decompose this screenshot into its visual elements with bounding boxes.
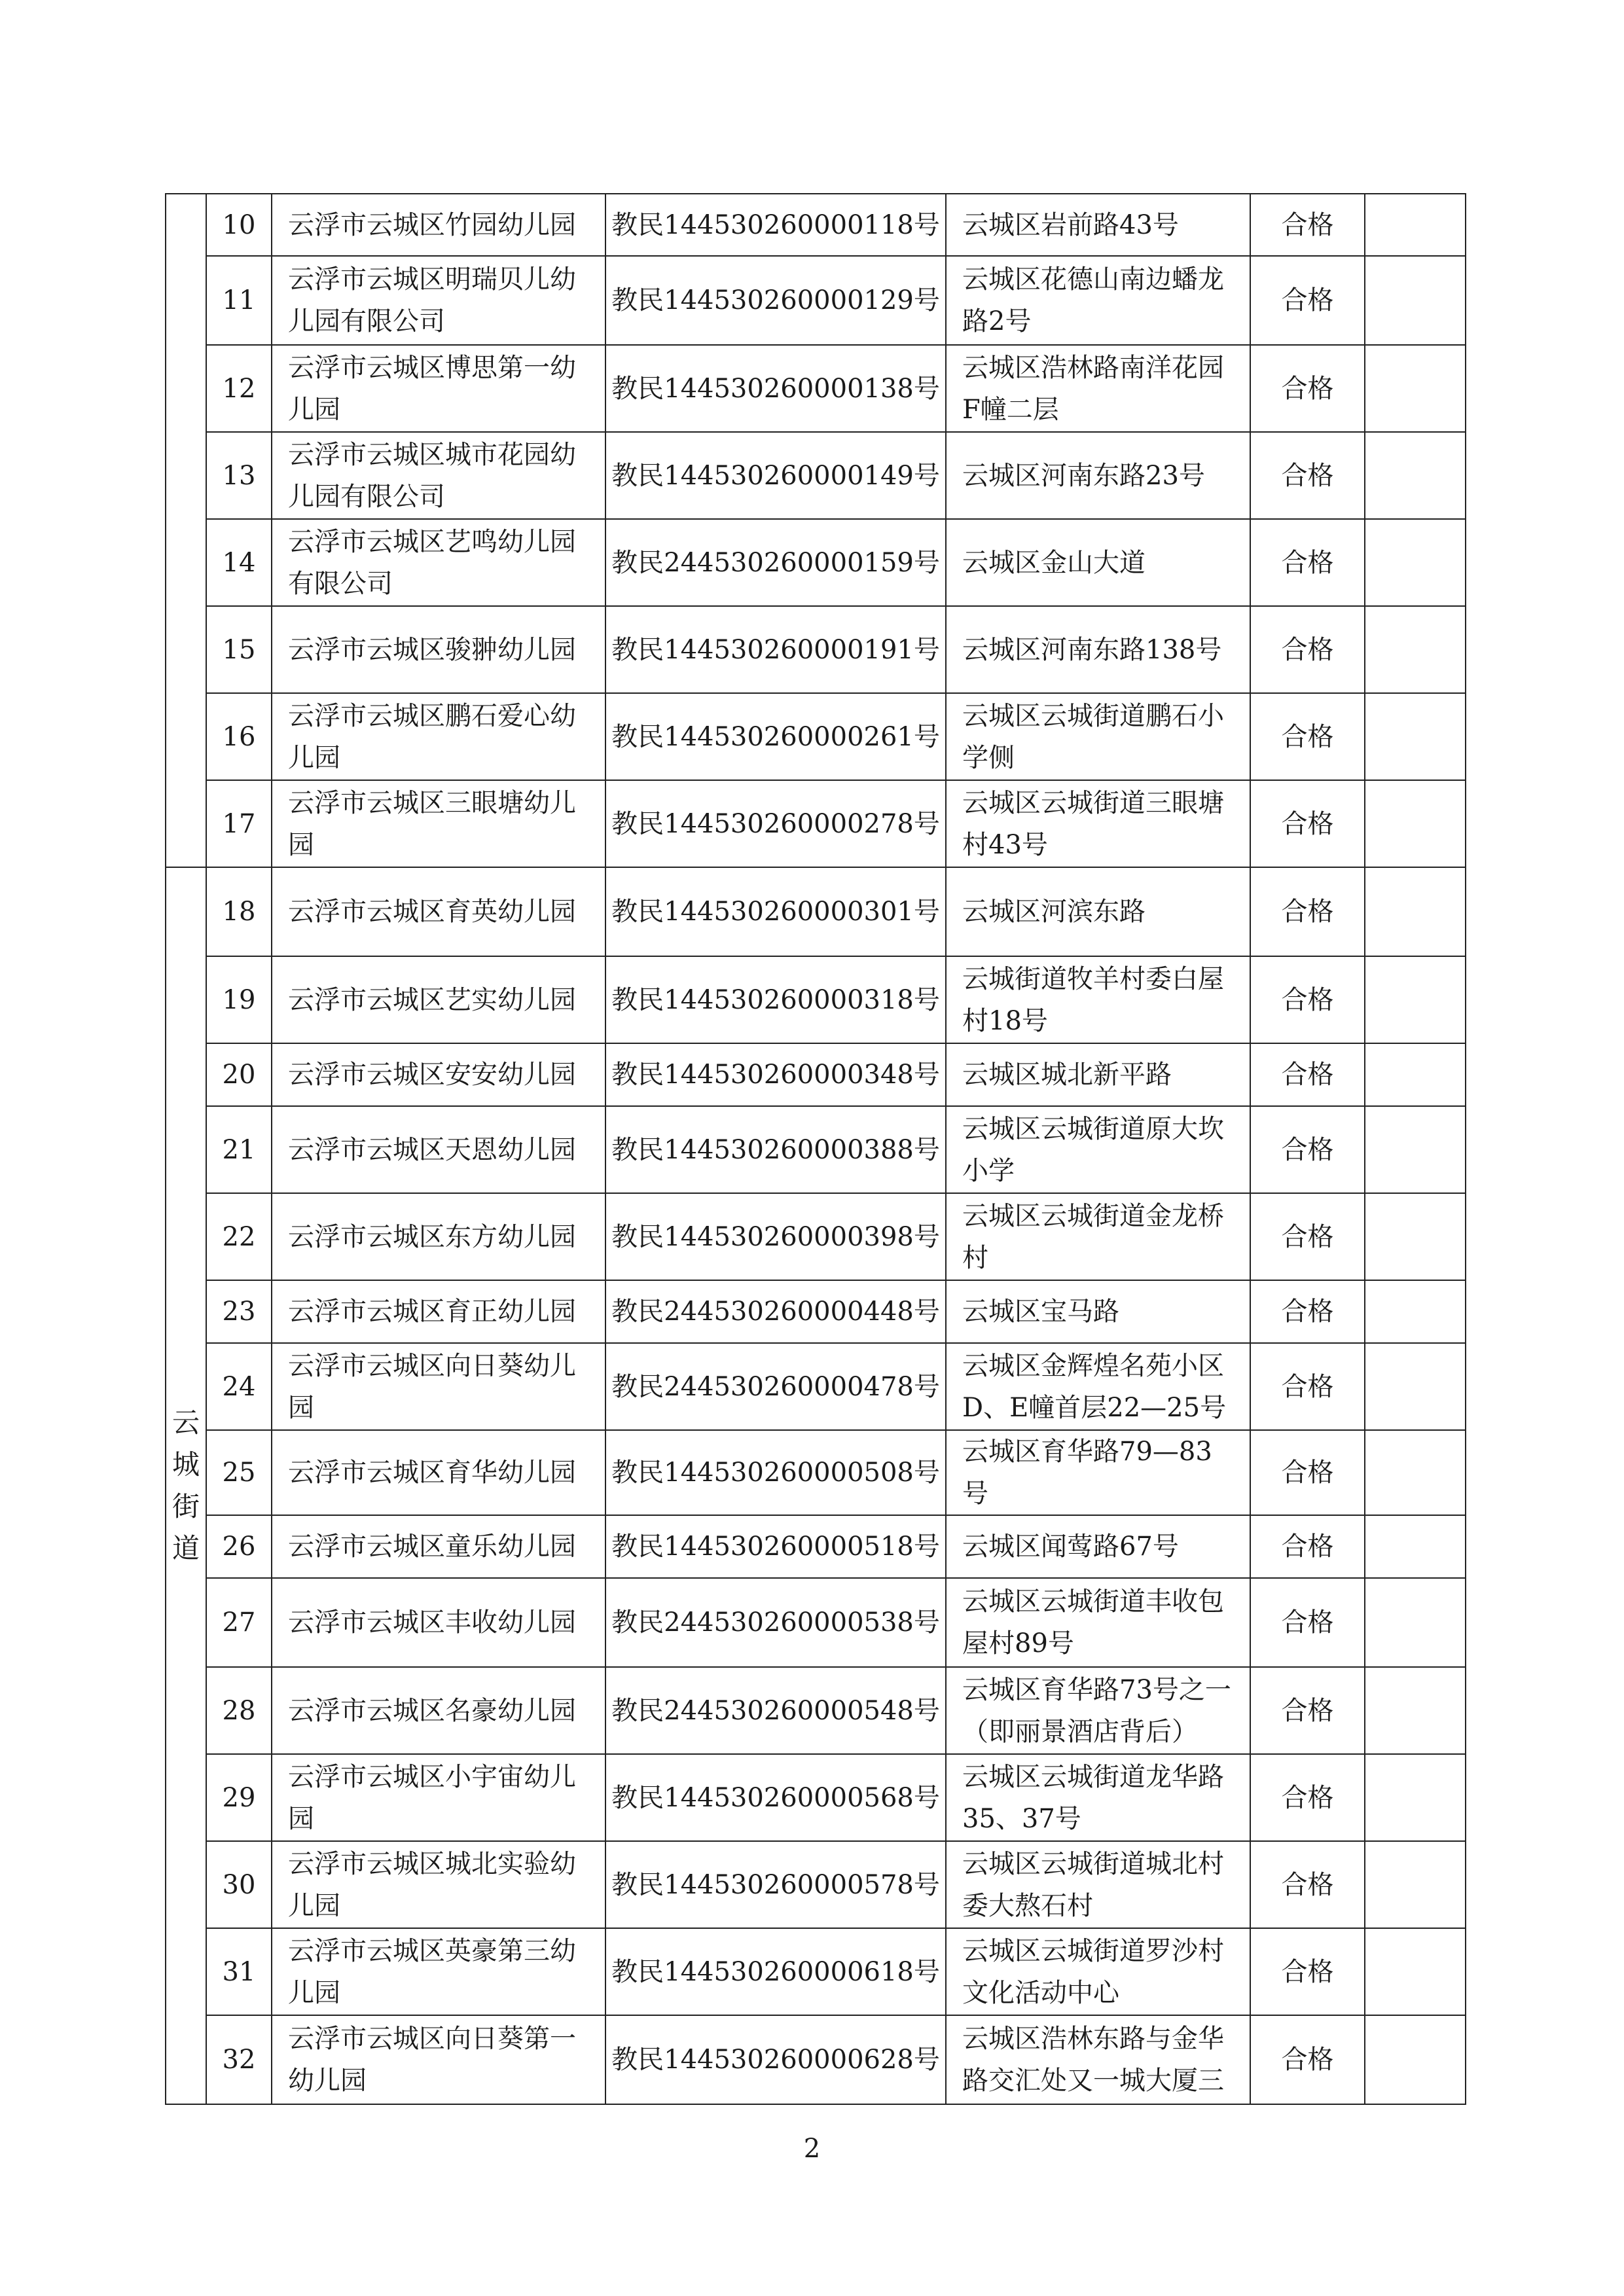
kindergarten-name-cell: 云浮市云城区向日葵第一幼儿园 — [272, 2015, 605, 2104]
inspection-result-cell: 合格 — [1250, 956, 1365, 1043]
license-number-cell: 教民144530260000508号 — [605, 1430, 946, 1515]
inspection-result-cell: 合格 — [1250, 1193, 1365, 1280]
inspection-result-cell: 合格 — [1250, 519, 1365, 606]
kindergarten-name-cell: 云浮市云城区三眼塘幼儿园 — [272, 780, 605, 867]
kindergarten-name-cell: 云浮市云城区明瑞贝儿幼儿园有限公司 — [272, 256, 605, 345]
inspection-result-cell: 合格 — [1250, 345, 1365, 432]
row-number-cell: 23 — [206, 1280, 272, 1343]
kindergarten-name-cell: 云浮市云城区童乐幼儿园 — [272, 1515, 605, 1578]
address-cell: 云城区宝马路 — [946, 1280, 1250, 1343]
license-number-cell: 教民144530260000578号 — [605, 1841, 946, 1928]
remarks-cell — [1365, 1430, 1466, 1515]
row-number-cell: 25 — [206, 1430, 272, 1515]
table-row — [166, 1193, 1466, 1280]
remarks-cell — [1365, 1043, 1466, 1106]
table-row — [166, 867, 1466, 956]
remarks-cell — [1365, 1280, 1466, 1343]
row-number-cell: 17 — [206, 780, 272, 867]
license-number-cell: 教民144530260000618号 — [605, 1928, 946, 2015]
license-number-cell: 教民244530260000448号 — [605, 1280, 946, 1343]
license-number-cell: 教民144530260000348号 — [605, 1043, 946, 1106]
inspection-result-cell: 合格 — [1250, 1578, 1365, 1667]
license-number-cell: 教民244530260000538号 — [605, 1578, 946, 1667]
license-number-cell: 教民244530260000159号 — [605, 519, 946, 606]
license-number-cell: 教民144530260000261号 — [605, 693, 946, 780]
remarks-cell — [1365, 1928, 1466, 2015]
address-cell: 云城区云城街道城北村委大熬石村 — [946, 1841, 1250, 1928]
table-row — [166, 1578, 1466, 1667]
remarks-cell — [1365, 1106, 1466, 1193]
remarks-cell — [1365, 432, 1466, 519]
row-number-cell: 32 — [206, 2015, 272, 2104]
table-row — [166, 519, 1466, 606]
remarks-cell — [1365, 1578, 1466, 1667]
license-number-cell: 教民144530260000138号 — [605, 345, 946, 432]
row-number-cell: 22 — [206, 1193, 272, 1280]
license-number-cell: 教民144530260000518号 — [605, 1515, 946, 1578]
district-group-cell — [166, 194, 206, 867]
row-number-cell: 29 — [206, 1754, 272, 1841]
row-number-cell: 31 — [206, 1928, 272, 2015]
remarks-cell — [1365, 256, 1466, 345]
remarks-cell — [1365, 693, 1466, 780]
remarks-cell — [1365, 1841, 1466, 1928]
row-number-cell: 21 — [206, 1106, 272, 1193]
remarks-cell — [1365, 2015, 1466, 2104]
address-cell: 云城区金辉煌名苑小区D、E幢首层22—25号 — [946, 1343, 1250, 1430]
address-cell: 云城区云城街道三眼塘村43号 — [946, 780, 1250, 867]
table-row — [166, 1280, 1466, 1343]
row-number-cell: 14 — [206, 519, 272, 606]
inspection-result-cell: 合格 — [1250, 867, 1365, 956]
address-cell: 云城区河南东路23号 — [946, 432, 1250, 519]
inspection-result-cell: 合格 — [1250, 1667, 1365, 1754]
license-number-cell: 教民144530260000388号 — [605, 1106, 946, 1193]
inspection-result-cell: 合格 — [1250, 1043, 1365, 1106]
address-cell: 云城区云城街道罗沙村文化活动中心 — [946, 1928, 1250, 2015]
license-number-cell: 教民244530260000548号 — [605, 1667, 946, 1754]
kindergarten-name-cell: 云浮市云城区骏翀幼儿园 — [272, 606, 605, 693]
inspection-result-cell: 合格 — [1250, 1928, 1365, 2015]
inspection-result-cell: 合格 — [1250, 432, 1365, 519]
inspection-result-cell: 合格 — [1250, 606, 1365, 693]
remarks-cell — [1365, 1754, 1466, 1841]
row-number-cell: 20 — [206, 1043, 272, 1106]
row-number-cell: 12 — [206, 345, 272, 432]
kindergarten-name-cell: 云浮市云城区小宇宙幼儿园 — [272, 1754, 605, 1841]
inspection-result-cell: 合格 — [1250, 1841, 1365, 1928]
kindergarten-name-cell: 云浮市云城区育英幼儿园 — [272, 867, 605, 956]
inspection-result-cell: 合格 — [1250, 1754, 1365, 1841]
remarks-cell — [1365, 1343, 1466, 1430]
remarks-cell — [1365, 1667, 1466, 1754]
address-cell: 云城区浩林东路与金华路交汇处又一城大厦三 — [946, 2015, 1250, 2104]
table-row — [166, 256, 1466, 345]
license-number-cell: 教民144530260000628号 — [605, 2015, 946, 2104]
kindergarten-name-cell: 云浮市云城区向日葵幼儿园 — [272, 1343, 605, 1430]
kindergarten-name-cell: 云浮市云城区博思第一幼儿园 — [272, 345, 605, 432]
row-number-cell: 30 — [206, 1841, 272, 1928]
address-cell: 云城区浩林路南洋花园F幢二层 — [946, 345, 1250, 432]
remarks-cell — [1365, 1193, 1466, 1280]
inspection-result-cell: 合格 — [1250, 256, 1365, 345]
row-number-cell: 19 — [206, 956, 272, 1043]
address-cell: 云城区岩前路43号 — [946, 194, 1250, 256]
address-cell: 云城街道牧羊村委白屋村18号 — [946, 956, 1250, 1043]
inspection-result-cell: 合格 — [1250, 1280, 1365, 1343]
district-group-label: 云城街道 — [171, 1406, 200, 1564]
kindergarten-name-cell: 云浮市云城区安安幼儿园 — [272, 1043, 605, 1106]
kindergarten-name-cell: 云浮市云城区东方幼儿园 — [272, 1193, 605, 1280]
row-number-cell: 11 — [206, 256, 272, 345]
license-number-cell: 教民144530260000278号 — [605, 780, 946, 867]
table-row — [166, 194, 1466, 256]
kindergarten-name-cell: 云浮市云城区丰收幼儿园 — [272, 1578, 605, 1667]
license-number-cell: 教民144530260000118号 — [605, 194, 946, 256]
table-row — [166, 1754, 1466, 1841]
page-number: 2 — [803, 2134, 821, 2164]
table-row — [166, 1928, 1466, 2015]
kindergarten-name-cell: 云浮市云城区鹏石爱心幼儿园 — [272, 693, 605, 780]
row-number-cell: 15 — [206, 606, 272, 693]
remarks-cell — [1365, 867, 1466, 956]
remarks-cell — [1365, 956, 1466, 1043]
license-number-cell: 教民144530260000191号 — [605, 606, 946, 693]
kindergarten-name-cell: 云浮市云城区城北实验幼儿园 — [272, 1841, 605, 1928]
inspection-result-cell: 合格 — [1250, 194, 1365, 256]
inspection-result-cell: 合格 — [1250, 1430, 1365, 1515]
inspection-result-cell: 合格 — [1250, 1106, 1365, 1193]
license-number-cell: 教民144530260000129号 — [605, 256, 946, 345]
address-cell: 云城区云城街道龙华路35、37号 — [946, 1754, 1250, 1841]
row-number-cell: 10 — [206, 194, 272, 256]
remarks-cell — [1365, 1515, 1466, 1578]
license-number-cell: 教民144530260000301号 — [605, 867, 946, 956]
inspection-result-cell: 合格 — [1250, 693, 1365, 780]
table-row — [166, 1106, 1466, 1193]
address-cell: 云城区河南东路138号 — [946, 606, 1250, 693]
row-number-cell: 26 — [206, 1515, 272, 1578]
inspection-result-cell: 合格 — [1250, 2015, 1365, 2104]
address-cell: 云城区闻莺路67号 — [946, 1515, 1250, 1578]
table-row — [166, 1515, 1466, 1578]
table-row — [166, 345, 1466, 432]
address-cell: 云城区育华路79—83号 — [946, 1430, 1250, 1515]
address-cell: 云城区河滨东路 — [946, 867, 1250, 956]
table-row — [166, 780, 1466, 867]
license-number-cell: 教民144530260000318号 — [605, 956, 946, 1043]
table-row — [166, 956, 1466, 1043]
license-number-cell: 教民244530260000478号 — [605, 1343, 946, 1430]
kindergarten-name-cell: 云浮市云城区竹园幼儿园 — [272, 194, 605, 256]
remarks-cell — [1365, 345, 1466, 432]
address-cell: 云城区金山大道 — [946, 519, 1250, 606]
row-number-cell: 24 — [206, 1343, 272, 1430]
remarks-cell — [1365, 519, 1466, 606]
kindergarten-name-cell: 云浮市云城区育正幼儿园 — [272, 1280, 605, 1343]
row-number-cell: 27 — [206, 1578, 272, 1667]
address-cell: 云城区花德山南边蟠龙路2号 — [946, 256, 1250, 345]
table-row — [166, 2015, 1466, 2104]
table-row — [166, 1343, 1466, 1430]
remarks-cell — [1365, 606, 1466, 693]
kindergarten-name-cell: 云浮市云城区育华幼儿园 — [272, 1430, 605, 1515]
row-number-cell: 16 — [206, 693, 272, 780]
inspection-result-cell: 合格 — [1250, 1515, 1365, 1578]
table-row — [166, 432, 1466, 519]
row-number-cell: 28 — [206, 1667, 272, 1754]
kindergarten-name-cell: 云浮市云城区艺鸣幼儿园有限公司 — [272, 519, 605, 606]
address-cell: 云城区育华路73号之一（即丽景酒店背后） — [946, 1667, 1250, 1754]
address-cell: 云城区城北新平路 — [946, 1043, 1250, 1106]
table-row — [166, 693, 1466, 780]
table-row — [166, 1841, 1466, 1928]
address-cell: 云城区云城街道鹏石小学侧 — [946, 693, 1250, 780]
kindergarten-name-cell: 云浮市云城区英豪第三幼儿园 — [272, 1928, 605, 2015]
inspection-result-cell: 合格 — [1250, 780, 1365, 867]
license-number-cell: 教民144530260000568号 — [605, 1754, 946, 1841]
table-row — [166, 1430, 1466, 1515]
remarks-cell — [1365, 194, 1466, 256]
district-group-cell — [166, 867, 206, 2104]
row-number-cell: 18 — [206, 867, 272, 956]
kindergarten-inspection-table — [165, 193, 1466, 2105]
address-cell: 云城区云城街道金龙桥村 — [946, 1193, 1250, 1280]
address-cell: 云城区云城街道丰收包屋村89号 — [946, 1578, 1250, 1667]
kindergarten-name-cell: 云浮市云城区艺实幼儿园 — [272, 956, 605, 1043]
row-number-cell: 13 — [206, 432, 272, 519]
kindergarten-name-cell: 云浮市云城区名豪幼儿园 — [272, 1667, 605, 1754]
kindergarten-name-cell: 云浮市云城区城市花园幼儿园有限公司 — [272, 432, 605, 519]
kindergarten-name-cell: 云浮市云城区天恩幼儿园 — [272, 1106, 605, 1193]
table-row — [166, 606, 1466, 693]
license-number-cell: 教民144530260000149号 — [605, 432, 946, 519]
remarks-cell — [1365, 780, 1466, 867]
address-cell: 云城区云城街道原大坎小学 — [946, 1106, 1250, 1193]
table-row — [166, 1667, 1466, 1754]
inspection-result-cell: 合格 — [1250, 1343, 1365, 1430]
table-row — [166, 1043, 1466, 1106]
license-number-cell: 教民144530260000398号 — [605, 1193, 946, 1280]
